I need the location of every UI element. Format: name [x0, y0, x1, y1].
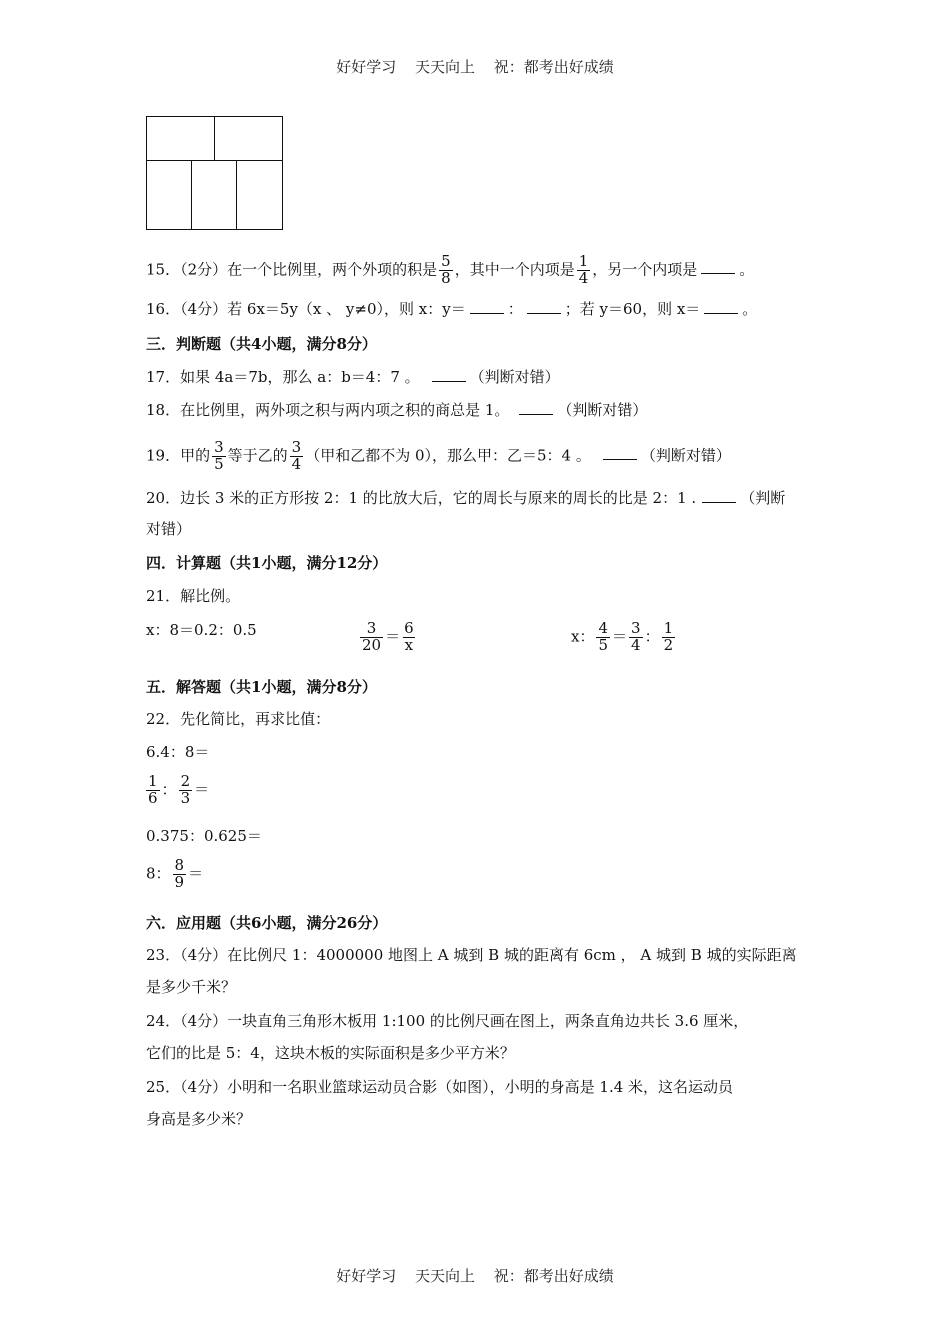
fraction: $\frac{8}{9}$ — [174, 856, 185, 891]
fraction: $\frac{3}{20}$ — [362, 619, 382, 654]
question-15 — [146, 254, 754, 287]
q-text: ，另一个内项是 — [592, 260, 698, 279]
answer-blank[interactable] — [704, 301, 738, 314]
header-part: 好好学习 — [336, 58, 397, 76]
q-text: ，其中一个内项是 — [454, 260, 575, 279]
equation-2: $\frac{3}{20}$ ＝ $\frac{6}{x}$ — [362, 619, 414, 654]
fraction: $\frac{3}{5}$ — [214, 438, 224, 473]
expression-3: 0.375：0.625＝ — [146, 827, 262, 845]
question-25: 25．（4分）小明和一名职业篮球运动员合影（如图），小明的身高是 1.4 米，这名运动员 — [146, 1078, 734, 1096]
answer-blank[interactable] — [527, 301, 561, 314]
answer-blank[interactable] — [701, 261, 735, 274]
fraction: $\frac{3}{4}$ — [291, 438, 302, 473]
q-score: （2分） — [180, 260, 228, 279]
section-heading: 三．判断题（共4小题，满分8分） — [146, 335, 377, 353]
question-19: 19．甲的 $\frac{3}{5}$ 等于乙的 $\frac{3}{4}$ （甲和乙都不为 0），那么甲：乙＝5：4 。 （判断对错） — [146, 438, 731, 473]
fraction: $\frac{5}{8}$ — [441, 252, 451, 287]
expression-2: $\frac{1}{6}$ ： $\frac{2}{3}$ ＝ — [148, 772, 210, 807]
question-20: 20．边长 3 米的正方形按 2：1 的比放大后，它的周长与原来的周长的比是 2：1 . （判断 — [146, 489, 786, 507]
header-part: 祝：都考出好成绩 — [493, 58, 614, 76]
question-24: 24．（4分）一块直角三角形木板用 1:100 的比例尺画在图上，两条直角边共长 3.6 厘米， — [146, 1012, 749, 1030]
fraction: $\frac{2}{3}$ — [180, 772, 191, 807]
answer-blank[interactable] — [603, 447, 637, 460]
question-23: 23．（4分）在比例尺 1：4000000 地图上 A 城到 B 城的距离有 6cm ， A 城到 B 城的实际距离 — [146, 946, 797, 964]
page-footer — [0, 1265, 950, 1286]
fraction: $\frac{1}{4}$ — [578, 252, 589, 287]
equation-1: x：8＝0.2：0.5 — [146, 621, 257, 639]
page-header — [0, 56, 950, 77]
q-text: 。 — [742, 300, 758, 318]
footer-part: 祝：都考出好成绩 — [493, 1267, 614, 1285]
q-score: （4分） — [180, 300, 228, 318]
section-heading: 六．应用题（共6小题，满分26分） — [146, 914, 388, 932]
q-text: 在一个比例里，两个外项的积是 — [227, 260, 438, 279]
question-23-line2: 是多少千米？ — [146, 978, 237, 996]
fraction: $\frac{1}{6}$ — [148, 772, 158, 807]
footer-part: 天天向上 — [414, 1267, 475, 1285]
question-18: 18．在比例里，两外项之积与两内项之积的商总是 1。 （判断对错） — [146, 401, 648, 419]
answer-blank[interactable] — [519, 402, 553, 415]
q-text: 。 — [739, 260, 755, 279]
section-heading: 五．解答题（共1小题，满分8分） — [146, 678, 377, 696]
header-part: 天天向上 — [414, 58, 475, 76]
fraction: $\frac{4}{5}$ — [598, 619, 609, 654]
q-text: 20．边长 3 米的正方形按 2：1 的比放大后，它的周长与原来的周长的比是 2：1 . — [146, 489, 697, 507]
question-17: 17．如果 4a＝7b，那么 a：b＝4：7 。 （判断对错） — [146, 368, 560, 386]
question-20-line2: 对错） — [146, 520, 192, 538]
expression-4: 8： $\frac{8}{9}$ ＝ — [146, 856, 204, 891]
answer-blank[interactable] — [702, 490, 736, 503]
question-22: 22．先化简比，再求比值： — [146, 710, 331, 728]
q-text: 18．在比例里，两外项之积与两内项之积的商总是 1。 — [146, 401, 510, 419]
section-heading: 四．计算题（共1小题，满分12分） — [146, 554, 388, 572]
question-25-line2: 身高是多少米？ — [146, 1110, 252, 1128]
answer-blank[interactable] — [432, 369, 466, 382]
footer-part: 好好学习 — [336, 1267, 397, 1285]
equation-3: x： $\frac{4}{5}$ ＝ $\frac{3}{4}$ ： $\frac{1}{2}$ — [571, 619, 674, 654]
q-text: 17．如果 4a＝7b，那么 a：b＝4：7 。 — [146, 368, 420, 386]
fraction: $\frac{3}{4}$ — [631, 619, 641, 654]
question-21: 21．解比例。 — [146, 587, 241, 605]
question-24-line2: 它们的比是 5：4，这块木板的实际面积是多少平方米？ — [146, 1044, 515, 1062]
fraction: $\frac{1}{2}$ — [663, 619, 674, 654]
q-text: ；若 y＝60，则 x＝ — [564, 300, 701, 318]
fraction: $\frac{6}{x}$ — [404, 619, 414, 654]
q-text: 若 6x＝5y（x 、 y≠0），则 x：y＝ — [227, 300, 466, 318]
expression-1: 6.4：8＝ — [146, 743, 210, 761]
q-number: 15． — [146, 260, 181, 279]
answer-blank[interactable] — [470, 301, 504, 314]
q-number: 16． — [146, 300, 181, 318]
question-16: 16．（4分）若 6x＝5y（x 、 y≠0），则 x：y＝ ： ；若 y＝60，则 x＝ 。 — [146, 300, 758, 318]
